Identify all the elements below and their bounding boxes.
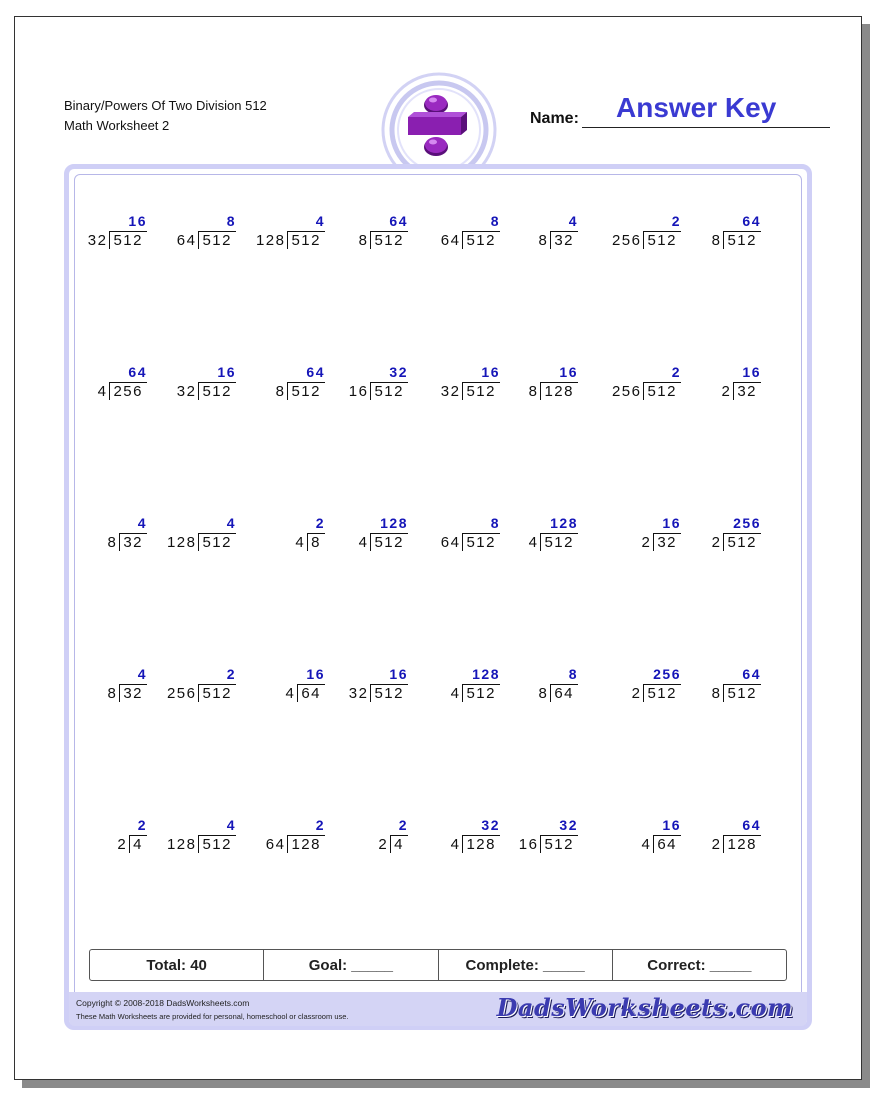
- dividend: 256: [109, 382, 147, 400]
- dividend: 512: [287, 231, 325, 249]
- division-problem: [156, 666, 236, 706]
- divisor: 8: [528, 383, 539, 400]
- division-problem: [681, 817, 761, 857]
- division-problem: [245, 666, 325, 706]
- divisor: 4: [450, 836, 461, 853]
- division-problem: [67, 213, 147, 253]
- divisor: 8: [711, 685, 722, 702]
- quotient-answer: 2: [398, 817, 408, 833]
- division-expression: [266, 835, 325, 853]
- quotient-answer: 4: [137, 515, 147, 531]
- brand-logo: DadsWorksheets.com: [496, 993, 793, 1022]
- quotient-answer: 8: [226, 213, 236, 229]
- division-expression: [359, 231, 408, 249]
- division-expression: [641, 835, 681, 853]
- division-expression: [98, 382, 147, 400]
- division-problem: [681, 666, 761, 706]
- division-problem: [328, 666, 408, 706]
- dividend: 512: [462, 684, 500, 702]
- problems-frame: [64, 164, 812, 1030]
- dividend: 64: [550, 684, 578, 702]
- dividend: 512: [370, 533, 408, 551]
- quotient-answer: 16: [481, 364, 500, 380]
- dividend: 512: [540, 835, 578, 853]
- division-problem: [498, 666, 578, 706]
- dividend: 512: [287, 382, 325, 400]
- quotient-answer: 2: [671, 364, 681, 380]
- division-problem: [67, 666, 147, 706]
- dividend: 512: [643, 382, 681, 400]
- name-line: [582, 127, 830, 128]
- divisor: 8: [538, 685, 549, 702]
- division-problem: [156, 515, 236, 555]
- quotient-answer: 8: [490, 213, 500, 229]
- quotient-answer: 256: [733, 515, 761, 531]
- dividend: 4: [129, 835, 147, 853]
- division-problem: [156, 817, 236, 857]
- divisor: 16: [518, 836, 539, 853]
- division-expression: [107, 533, 147, 551]
- divisor: 32: [440, 383, 461, 400]
- division-expression: [295, 533, 325, 551]
- title-line-1: Binary/Powers Of Two Division 512: [64, 98, 267, 113]
- dividend: 512: [462, 382, 500, 400]
- division-expression: [349, 684, 408, 702]
- division-expression: [538, 231, 578, 249]
- goal-cell: Goal: _____: [264, 950, 438, 980]
- division-problem: [498, 817, 578, 857]
- divisor: 8: [107, 685, 118, 702]
- division-problem: [498, 364, 578, 404]
- quotient-answer: 16: [217, 364, 236, 380]
- quotient-answer: 8: [490, 515, 500, 531]
- division-expression: [167, 533, 236, 551]
- dividend: 512: [198, 835, 236, 853]
- division-expression: [612, 382, 681, 400]
- division-problem: [601, 666, 681, 706]
- divisor: 4: [528, 534, 539, 551]
- dividend: 512: [198, 382, 236, 400]
- divisor: 64: [440, 534, 461, 551]
- dividend: 512: [370, 684, 408, 702]
- quotient-answer: 32: [389, 364, 408, 380]
- division-expression: [712, 533, 761, 551]
- division-problem: [601, 515, 681, 555]
- quotient-answer: 128: [550, 515, 578, 531]
- division-problem: [498, 213, 578, 253]
- name-label: Name:: [530, 110, 579, 127]
- quotient-answer: 64: [306, 364, 325, 380]
- dividend: 64: [297, 684, 325, 702]
- quotient-answer: 4: [568, 213, 578, 229]
- total-cell: Total: 40: [90, 950, 264, 980]
- dividend: 128: [287, 835, 325, 853]
- division-expression: [451, 684, 500, 702]
- dividend: 4: [390, 835, 408, 853]
- division-problem: [67, 515, 147, 555]
- divisor: 64: [265, 836, 286, 853]
- division-expression: [632, 684, 681, 702]
- quotient-answer: 2: [315, 515, 325, 531]
- divisor: 2: [378, 836, 389, 853]
- division-problem: [245, 817, 325, 857]
- division-problem: [156, 364, 236, 404]
- division-expression: [712, 231, 761, 249]
- division-expression: [359, 533, 408, 551]
- division-expression: [641, 533, 681, 551]
- quotient-answer: 64: [742, 213, 761, 229]
- division-expression: [529, 533, 578, 551]
- divisor: 16: [348, 383, 369, 400]
- division-problem: [420, 817, 500, 857]
- division-expression: [107, 684, 147, 702]
- division-expression: [712, 835, 761, 853]
- divisor: 4: [358, 534, 369, 551]
- footer-bar: [69, 992, 807, 1026]
- usage-notice: These Math Worksheets are provided for personal, homeschool or classroom use.: [76, 1012, 349, 1021]
- division-problem: [601, 364, 681, 404]
- quotient-answer: 2: [315, 817, 325, 833]
- divisor: 4: [295, 534, 306, 551]
- division-expression: [88, 231, 147, 249]
- dividend: 128: [540, 382, 578, 400]
- divisor: 4: [97, 383, 108, 400]
- division-problem: [245, 364, 325, 404]
- quotient-answer: 16: [389, 666, 408, 682]
- division-problem: [601, 213, 681, 253]
- divisor: 64: [440, 232, 461, 249]
- divisor: 32: [176, 383, 197, 400]
- dividend: 512: [462, 231, 500, 249]
- divisor: 32: [87, 232, 108, 249]
- complete-cell: Complete: _____: [439, 950, 613, 980]
- division-expression: [285, 684, 325, 702]
- division-problem: [67, 364, 147, 404]
- division-problem: [67, 817, 147, 857]
- division-problem: [420, 515, 500, 555]
- division-problem: [681, 364, 761, 404]
- division-problem: [245, 213, 325, 253]
- dividend: 32: [119, 684, 147, 702]
- quotient-answer: 256: [653, 666, 681, 682]
- dividend: 32: [119, 533, 147, 551]
- divisor: 2: [117, 836, 128, 853]
- division-problem: [681, 515, 761, 555]
- dividend: 512: [198, 684, 236, 702]
- divisor: 8: [358, 232, 369, 249]
- division-problem: [681, 213, 761, 253]
- dividend: 512: [198, 533, 236, 551]
- quotient-answer: 64: [128, 364, 147, 380]
- dividend: 128: [723, 835, 761, 853]
- quotient-answer: 4: [226, 515, 236, 531]
- dividend: 512: [723, 231, 761, 249]
- division-problem: [420, 364, 500, 404]
- dividend: 512: [370, 231, 408, 249]
- quotient-answer: 64: [389, 213, 408, 229]
- dividend: 512: [540, 533, 578, 551]
- divisor: 4: [285, 685, 296, 702]
- quotient-answer: 16: [742, 364, 761, 380]
- division-expression: [177, 231, 236, 249]
- division-expression: [117, 835, 147, 853]
- quotient-answer: 2: [226, 666, 236, 682]
- dividend: 32: [733, 382, 761, 400]
- quotient-answer: 4: [315, 213, 325, 229]
- quotient-answer: 16: [128, 213, 147, 229]
- divisor: 8: [711, 232, 722, 249]
- divisor: 2: [641, 534, 652, 551]
- quotient-answer: 4: [226, 817, 236, 833]
- answer-key-label: Answer Key: [616, 92, 777, 123]
- quotient-answer: 2: [137, 817, 147, 833]
- division-expression: [441, 231, 500, 249]
- dividend: 32: [653, 533, 681, 551]
- dividend: 512: [723, 684, 761, 702]
- division-expression: [451, 835, 500, 853]
- division-expression: [441, 382, 500, 400]
- dividend: 512: [723, 533, 761, 551]
- divisor: 256: [611, 232, 642, 249]
- dividend: 64: [653, 835, 681, 853]
- division-expression: [721, 382, 761, 400]
- quotient-answer: 128: [472, 666, 500, 682]
- division-problem: [601, 817, 681, 857]
- title-line-2: Math Worksheet 2: [64, 118, 170, 133]
- dividend: 512: [109, 231, 147, 249]
- division-expression: [177, 382, 236, 400]
- quotient-answer: 64: [742, 817, 761, 833]
- division-expression: [349, 382, 408, 400]
- dividend: 512: [370, 382, 408, 400]
- divisor: 8: [538, 232, 549, 249]
- problems-frame-inner: [74, 174, 802, 1020]
- divisor: 4: [641, 836, 652, 853]
- divisor: 64: [176, 232, 197, 249]
- division-expression: [256, 231, 325, 249]
- dividend: 512: [198, 231, 236, 249]
- name-field: [530, 92, 832, 130]
- quotient-answer: 16: [559, 364, 578, 380]
- division-expression: [612, 231, 681, 249]
- division-expression: [712, 684, 761, 702]
- quotient-answer: 128: [380, 515, 408, 531]
- correct-cell: Correct: _____: [647, 956, 752, 974]
- copyright-text: Copyright © 2008-2018 DadsWorksheets.com: [76, 998, 250, 1008]
- divisor: 128: [166, 534, 197, 551]
- dividend: 32: [550, 231, 578, 249]
- dividend: 512: [643, 684, 681, 702]
- quotient-answer: 8: [568, 666, 578, 682]
- worksheet-title: [64, 96, 267, 136]
- divisor: 2: [711, 836, 722, 853]
- division-expression: [441, 533, 500, 551]
- division-problem: [498, 515, 578, 555]
- division-problem: [420, 213, 500, 253]
- division-expression: [276, 382, 325, 400]
- divisor: 256: [166, 685, 197, 702]
- quotient-answer: 2: [671, 213, 681, 229]
- divisor: 2: [711, 534, 722, 551]
- division-expression: [519, 835, 578, 853]
- score-summary: [89, 949, 787, 981]
- quotient-answer: 32: [481, 817, 500, 833]
- divisor: 32: [348, 685, 369, 702]
- division-problem: [328, 364, 408, 404]
- quotient-answer: 64: [742, 666, 761, 682]
- quotient-answer: 16: [662, 515, 681, 531]
- divisor: 256: [611, 383, 642, 400]
- division-expression: [378, 835, 408, 853]
- division-expression: [167, 835, 236, 853]
- division-problem: [245, 515, 325, 555]
- dividend: 512: [643, 231, 681, 249]
- quotient-answer: 16: [306, 666, 325, 682]
- dividend: 128: [462, 835, 500, 853]
- dividend: 512: [462, 533, 500, 551]
- division-expression: [538, 684, 578, 702]
- divisor: 128: [255, 232, 286, 249]
- division-problem: [328, 213, 408, 253]
- quotient-answer: 16: [662, 817, 681, 833]
- divisor: 8: [275, 383, 286, 400]
- division-problem: [328, 817, 408, 857]
- quotient-answer: 4: [137, 666, 147, 682]
- divisor: 128: [166, 836, 197, 853]
- division-problem: [156, 213, 236, 253]
- divisor: 8: [107, 534, 118, 551]
- divisor: 4: [450, 685, 461, 702]
- division-expression: [167, 684, 236, 702]
- division-problem: [420, 666, 500, 706]
- quotient-answer: 32: [559, 817, 578, 833]
- divisor: 2: [721, 383, 732, 400]
- division-problem: [328, 515, 408, 555]
- division-expression: [529, 382, 578, 400]
- dividend: 8: [307, 533, 325, 551]
- divisor: 2: [631, 685, 642, 702]
